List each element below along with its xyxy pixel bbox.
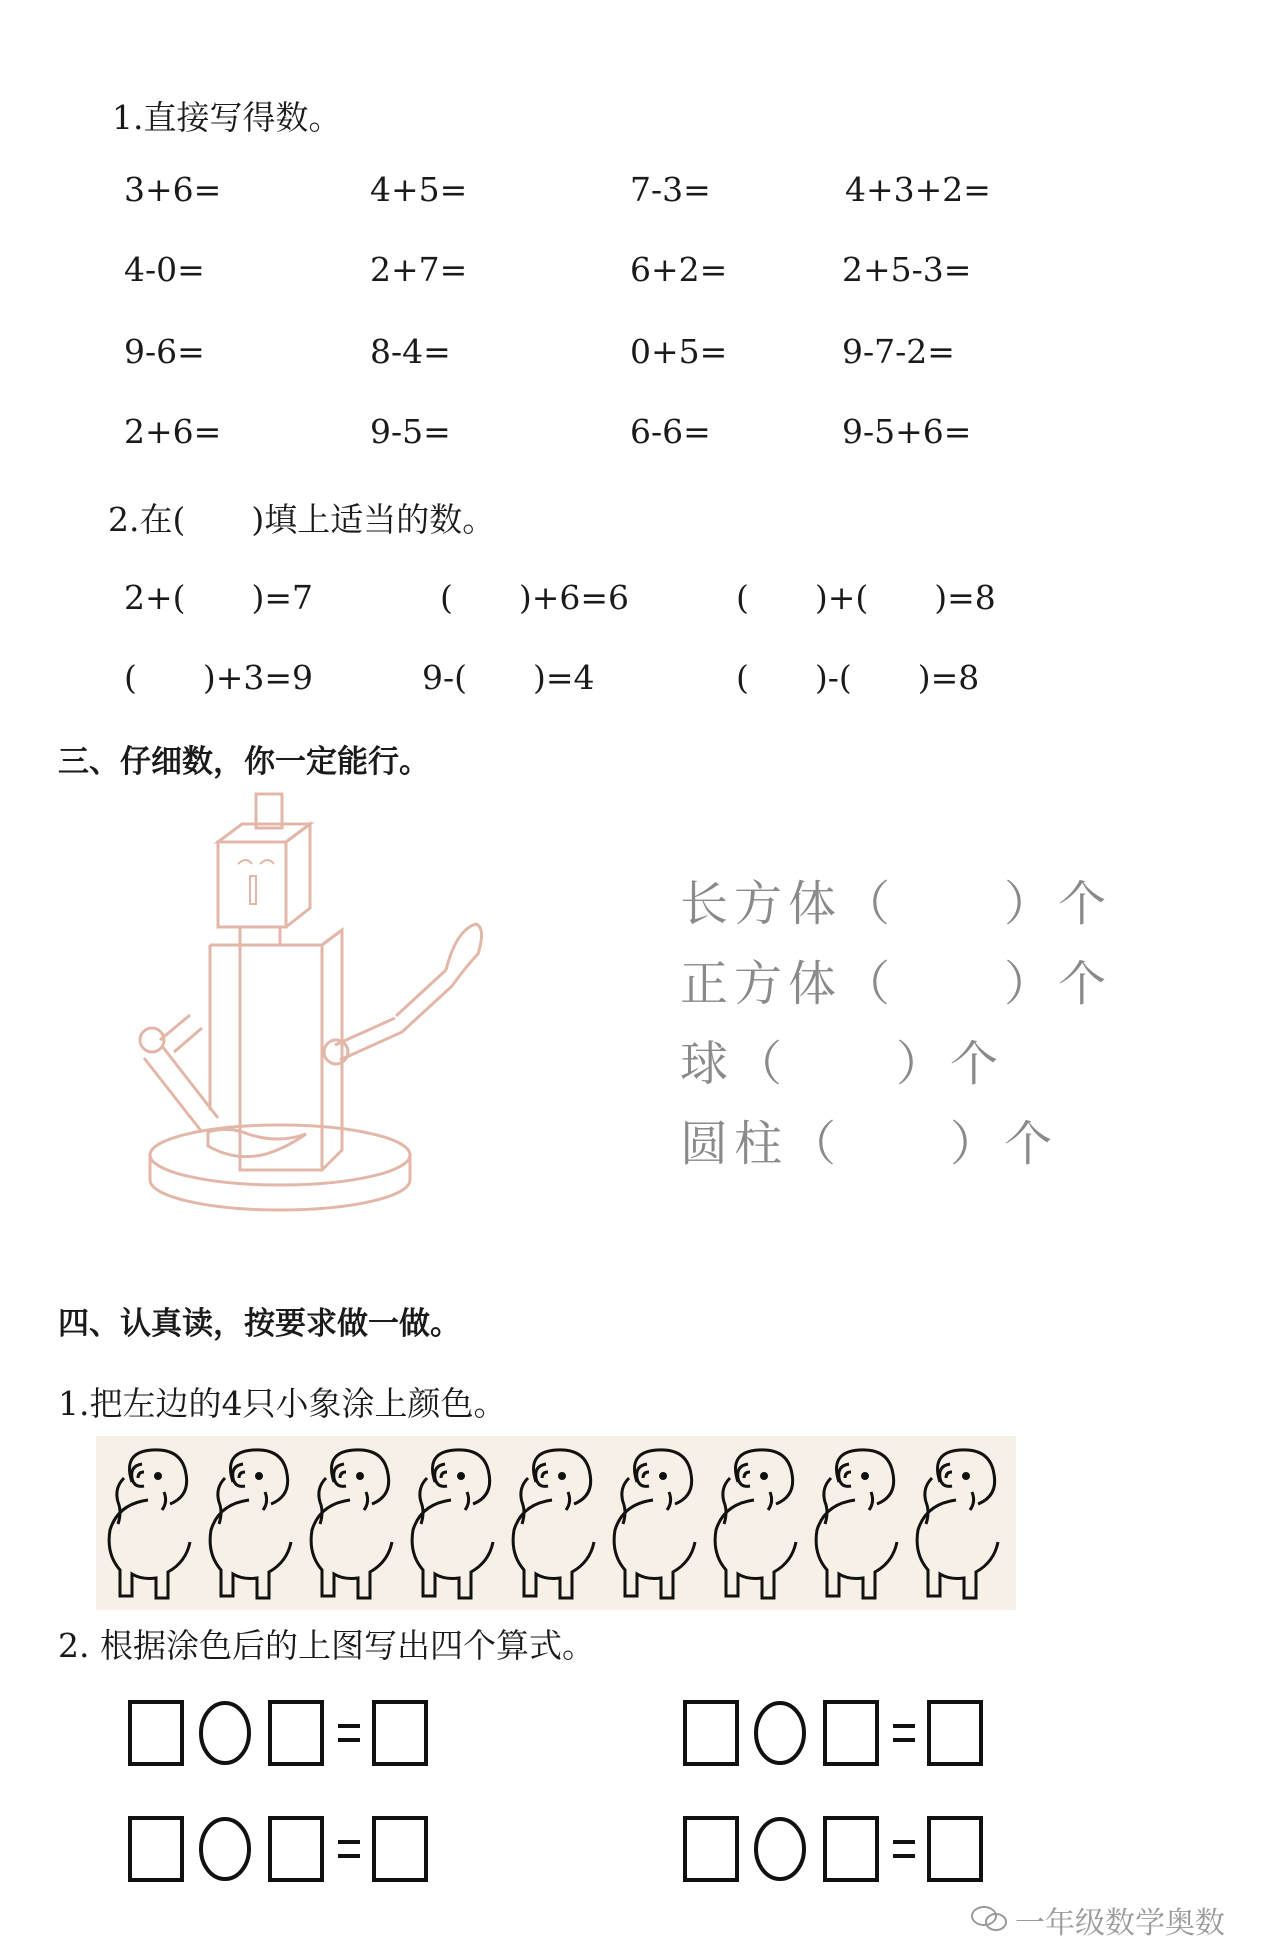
expr-item: 6+2= — [630, 250, 728, 289]
expr-item: 4-0= — [124, 250, 205, 289]
fill-blank-item: 2+( )=7 — [124, 578, 314, 617]
equation-templates — [120, 1690, 1020, 1930]
expr-item: 6-6= — [630, 412, 711, 451]
cylinder-count-label: 圆柱（ ）个 — [680, 1116, 1059, 1172]
expr-item: 2+6= — [124, 412, 222, 451]
elephant-icon — [412, 1450, 493, 1598]
expr-item: 0+5= — [630, 332, 728, 371]
watermark-text: 一年级数学奥数 — [1015, 1906, 1225, 1941]
expr-item: 8-4= — [370, 332, 451, 371]
expr-item: 4+5= — [370, 170, 468, 209]
elephant-icon — [311, 1450, 392, 1598]
wechat-icon — [970, 1904, 1010, 1934]
elephant-icon — [816, 1450, 897, 1598]
expr-item: 2+5-3= — [842, 250, 972, 289]
cuboid-count-label: 长方体（ ）个 — [680, 876, 1113, 932]
elephant-icon — [210, 1450, 291, 1598]
elephant-icon — [715, 1450, 796, 1598]
elephant-instruction: 1.把左边的4只小象涂上颜色。 — [58, 1384, 507, 1423]
equation-instruction: 2. 根据涂色后的上图写出四个算式。 — [58, 1626, 595, 1665]
elephant-row — [96, 1436, 1016, 1610]
expr-item: 9-5+6= — [842, 412, 972, 451]
expr-item: 7-3= — [630, 170, 711, 209]
q1-title: 1.直接写得数。 — [112, 98, 342, 137]
expr-item: 9-6= — [124, 332, 205, 371]
elephant-icon — [917, 1450, 998, 1598]
q2-title: 2.在( )填上适当的数。 — [108, 500, 496, 539]
section-three-title: 三、仔细数，你一定能行。 — [58, 744, 430, 780]
expr-item: 2+7= — [370, 250, 468, 289]
section-four-title: 四、认真读，按要求做一做。 — [58, 1306, 461, 1342]
elephant-icon — [614, 1450, 695, 1598]
expr-item: 9-7-2= — [842, 332, 955, 371]
elephant-icons — [96, 1436, 1016, 1610]
robot-illustration — [130, 780, 550, 1220]
fill-blank-item: ( )-( )=8 — [736, 658, 980, 697]
elephant-icon — [109, 1450, 190, 1598]
fill-blank-item: ( )+( )=8 — [736, 578, 996, 617]
elephant-icon — [513, 1450, 594, 1598]
fill-blank-item: 9-( )=4 — [422, 658, 595, 697]
cube-count-label: 正方体（ ）个 — [680, 956, 1113, 1012]
fill-blank-item: ( )+6=6 — [440, 578, 630, 617]
expr-item: 4+3+2= — [845, 170, 991, 209]
fill-blank-item: ( )+3=9 — [124, 658, 314, 697]
sphere-count-label: 球（ ）个 — [680, 1036, 1005, 1092]
expr-item: 3+6= — [124, 170, 222, 209]
expr-item: 9-5= — [370, 412, 451, 451]
